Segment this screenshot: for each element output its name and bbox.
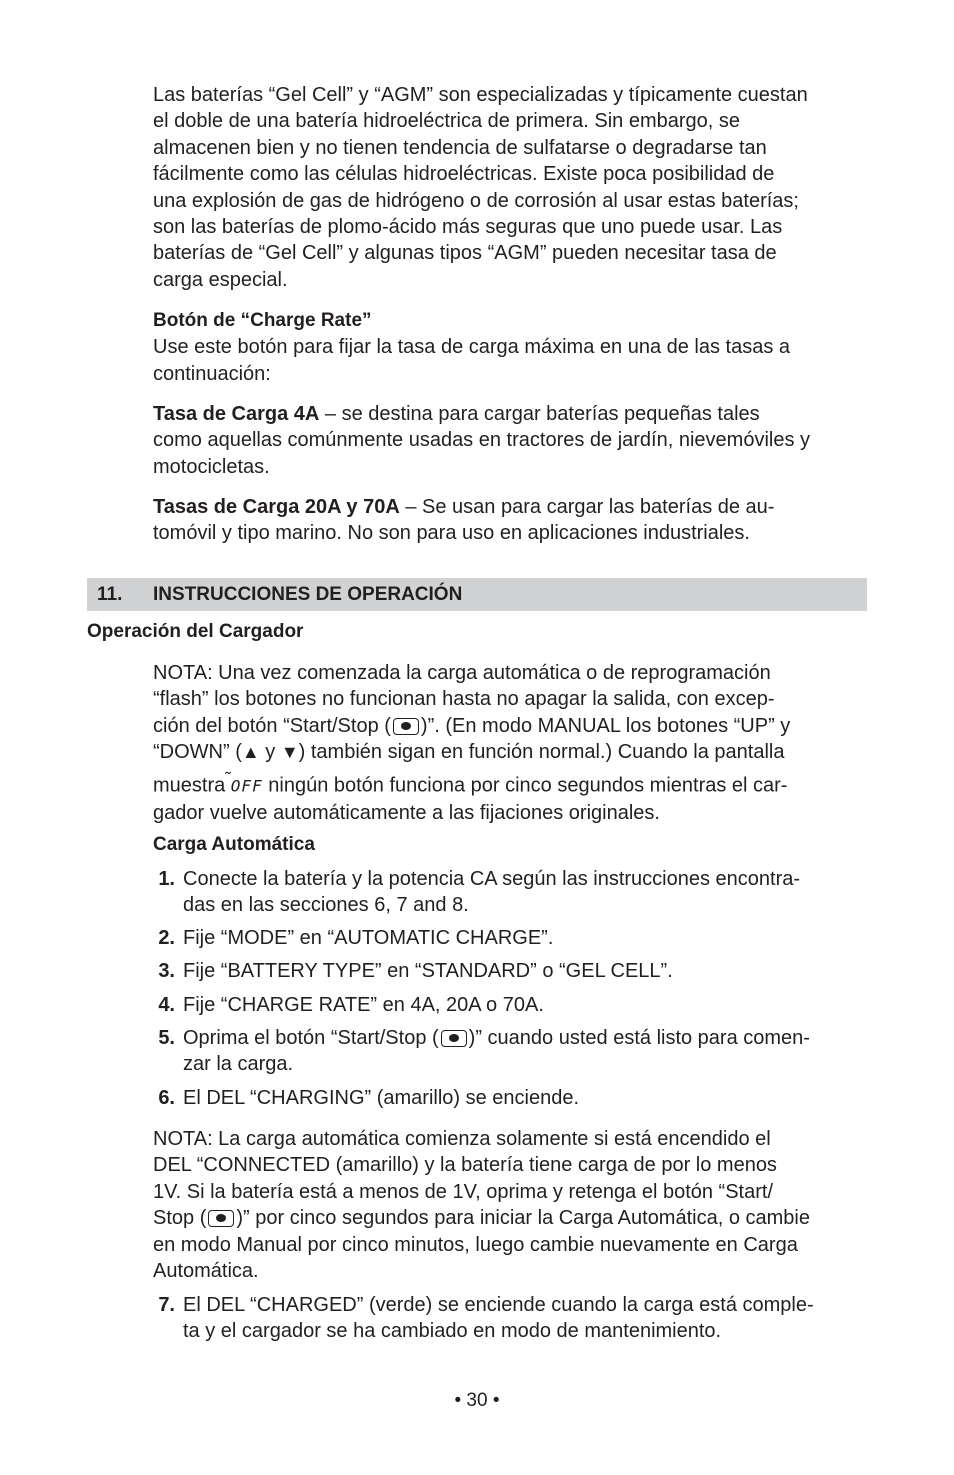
text-line: DEL “CONNECTED (amarillo) y la batería tiene carga de por lo menos: [153, 1154, 777, 1177]
text-line: fácilmente como las células hidroeléctricas. Existe poca posibilidad de: [153, 163, 775, 186]
lcd-off-display: OFF: [230, 776, 263, 796]
step-text: El DEL “CHARGED” (verde) se enciende cuando la carga está comple-: [183, 1294, 814, 1316]
step-number: 3.: [158, 960, 175, 982]
charge-rate-heading: Botón de “Charge Rate”: [153, 310, 372, 331]
text-span: – se destina para cargar baterías pequeñas tales: [319, 403, 760, 425]
nota-1: [153, 660, 790, 826]
text-span: )”. (En modo MANUAL los botones “UP” y: [420, 714, 791, 737]
tilde-mark: ˜: [225, 768, 231, 788]
section-number: 11.: [97, 584, 123, 605]
operation-heading: Operación del Cargador: [87, 621, 304, 642]
page-number: • 30 •: [454, 1390, 500, 1411]
start-stop-button-icon: [441, 1030, 467, 1047]
rate-20a-70a-paragraph: [153, 494, 774, 547]
text-line: NOTA: La carga automática comienza solamente si está encendido el: [153, 1128, 771, 1150]
step-number: 1.: [158, 868, 175, 890]
step-text: ta y el cargador se ha cambiado en modo de mantenimiento.: [183, 1320, 722, 1343]
text-line: una explosión de gas de hidrógeno o de corrosión al usar estas baterías;: [153, 189, 799, 212]
text-span: Oprima el botón “Start/Stop (: [183, 1027, 439, 1049]
step-text: El DEL “CHARGING” (amarillo) se enciende.: [183, 1087, 580, 1109]
text-span: “DOWN” (: [153, 741, 242, 764]
text-span: ningún botón funciona por cinco segundos mientras el car-: [262, 774, 788, 797]
step-text: Fije “CHARGE RATE” en 4A, 20A o 70A.: [183, 994, 544, 1016]
section-header: [87, 578, 867, 611]
rate-20a-70a-label: Tasas de Carga 20A y 70A: [153, 496, 400, 518]
text-line: 1V. Si la batería está a menos de 1V, oprima y retenga el botón “Start/: [153, 1180, 774, 1203]
up-arrow-icon: ▲: [241, 742, 260, 763]
text-line: Automática.: [153, 1260, 259, 1283]
text-line: NOTA: Una vez comenzada la carga automática o de reprogramación: [153, 662, 771, 684]
text-span: muestra: [153, 774, 226, 797]
text-span: )” por cinco segundos para iniciar la Carga Automática, o cambie: [236, 1207, 810, 1230]
step-text: das en las secciones 6, 7 and 8.: [183, 894, 469, 917]
text-line: Use este botón para fijar la tasa de carga máxima en una de las tasas a: [153, 336, 791, 359]
text-line: el doble de una batería hidroeléctrica de primera. Sin embargo, se: [153, 110, 741, 133]
start-stop-button-icon: [393, 718, 419, 735]
text-span: )” cuando usted está listo para comen-: [468, 1027, 810, 1049]
text-line: como aquellas comúnmente usadas en tractores de jardín, nievemóviles y: [153, 429, 811, 452]
text-span: ) también sigan en función normal.) Cuando la pantalla: [298, 741, 785, 764]
text-line: baterías de “Gel Cell” y algunas tipos “AGM” pueden necesitar tasa de: [153, 242, 777, 265]
nota-2: [153, 1126, 810, 1284]
text-line: [153, 401, 810, 427]
step-text: Conecte la batería y la potencia CA según las instrucciones encontra-: [183, 868, 801, 890]
text-line: Las baterías “Gel Cell” y “AGM” son especializadas y típicamente cuestan: [153, 84, 808, 106]
text-line: [153, 1205, 810, 1231]
step-text: zar la carga.: [183, 1053, 294, 1076]
section-title: INSTRUCCIONES DE OPERACIÓN: [153, 584, 463, 605]
step-text: [183, 1025, 810, 1051]
rate-4a-label: Tasa de Carga 4A: [153, 403, 320, 425]
text-line: son las baterías de plomo-ácido más seguras que uno puede usar. Las: [153, 216, 783, 239]
text-line: carga especial.: [153, 268, 288, 291]
gel-agm-paragraph: [153, 82, 808, 293]
step-number: 6.: [158, 1087, 175, 1109]
text-line: almacenen bien y no tienen tendencia de sulfatarse o degradarse tan: [153, 136, 767, 159]
text-line: “flash” los botones no funcionan hasta no apagar la salida, con excep-: [153, 688, 775, 711]
auto-charge-heading: Carga Automática: [153, 834, 315, 855]
step-number: 7.: [158, 1294, 175, 1316]
step-number: 5.: [158, 1027, 175, 1049]
text-line: gador vuelve automáticamente a las fijaciones originales.: [153, 801, 660, 824]
text-line: [153, 766, 790, 800]
text-line: [153, 713, 790, 739]
step-text: Fije “MODE” en “AUTOMATIC CHARGE”.: [183, 927, 554, 949]
down-arrow-icon: ▼: [280, 742, 299, 763]
step-number: 2.: [158, 927, 175, 949]
start-stop-button-icon: [208, 1210, 234, 1227]
text-line: continuación:: [153, 362, 271, 385]
charge-rate-block: [153, 308, 790, 387]
text-line: [153, 494, 774, 520]
text-line: motocicletas.: [153, 455, 270, 478]
text-line: tomóvil y tipo marino. No son para uso en aplicaciones industriales.: [153, 522, 750, 545]
text-span: Stop (: [153, 1207, 207, 1230]
text-span: y: [259, 741, 281, 764]
text-line: en modo Manual por cinco minutos, luego cambie nuevamente en Carga: [153, 1233, 798, 1256]
rate-4a-paragraph: [153, 401, 810, 480]
text-line: [153, 739, 790, 765]
step-text: Fije “BATTERY TYPE” en “STANDARD” o “GEL CELL”.: [183, 960, 673, 982]
text-span: ción del botón “Start/Stop (: [153, 714, 391, 737]
step-number: 4.: [158, 994, 175, 1016]
text-span: – Se usan para cargar las baterías de au-: [399, 496, 775, 518]
